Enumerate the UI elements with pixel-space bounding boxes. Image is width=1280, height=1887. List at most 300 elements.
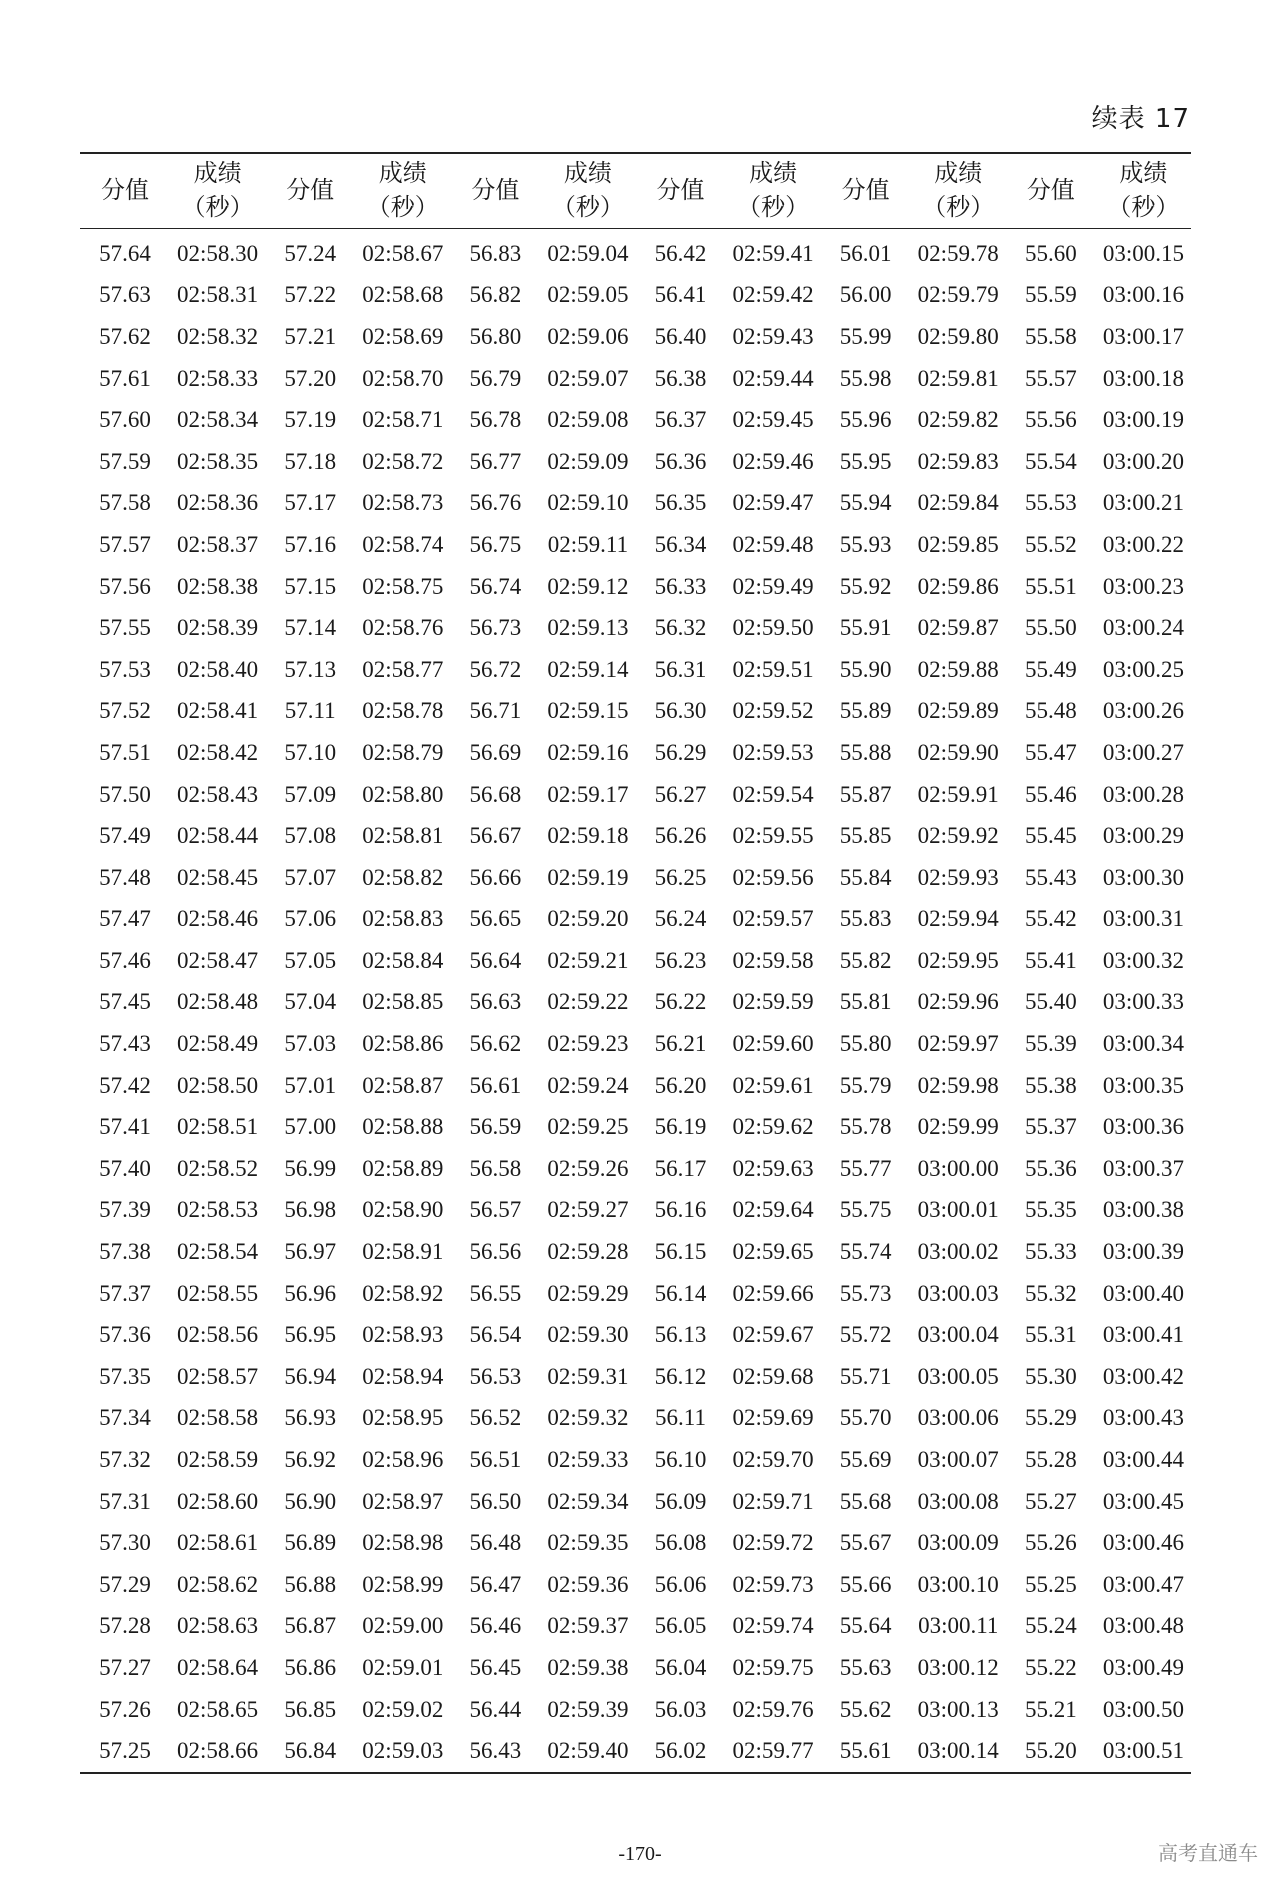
score-cell: 56.12 [654, 1363, 707, 1389]
table-row [80, 316, 1191, 358]
score-cell: 55.36 [1024, 1155, 1077, 1181]
score-cell: 57.39 [99, 1197, 151, 1223]
score-cell: 55.35 [1024, 1197, 1077, 1223]
score-cell: 57.36 [99, 1322, 151, 1348]
score-cell: 57.04 [284, 989, 337, 1015]
score-cell: 55.52 [1024, 531, 1077, 557]
time-cell: 02:59.78 [917, 240, 999, 266]
time-cell: 02:58.57 [177, 1363, 259, 1389]
time-cell: 02:59.74 [732, 1613, 814, 1639]
score-cell: 57.57 [99, 531, 151, 557]
time-cell: 03:00.35 [1102, 1072, 1184, 1098]
score-cell: 55.22 [1024, 1654, 1077, 1680]
time-cell: 02:59.46 [732, 448, 814, 474]
score-cell: 56.75 [469, 531, 522, 557]
time-cell: 02:59.76 [732, 1696, 814, 1722]
time-cell: 03:00.08 [917, 1488, 999, 1514]
time-cell: 03:00.22 [1102, 531, 1184, 557]
score-cell: 56.23 [654, 947, 707, 973]
table-row [80, 229, 1191, 275]
score-cell: 57.31 [99, 1488, 151, 1514]
time-cell: 02:59.55 [732, 823, 814, 849]
time-cell: 02:58.46 [177, 906, 259, 932]
time-cell: 02:58.47 [177, 947, 259, 973]
time-cell: 03:00.23 [1102, 573, 1184, 599]
time-cell: 02:58.96 [362, 1447, 444, 1473]
time-cell: 02:59.24 [547, 1072, 629, 1098]
score-cell: 56.57 [469, 1197, 522, 1223]
time-cell: 02:59.42 [732, 282, 814, 308]
time-cell: 02:59.16 [547, 739, 629, 765]
time-cell: 02:59.58 [732, 947, 814, 973]
time-cell: 02:59.21 [547, 947, 629, 973]
score-cell: 56.24 [654, 906, 707, 932]
score-cell: 57.46 [99, 947, 151, 973]
header-time-label: 成绩 [193, 159, 242, 187]
score-cell: 56.52 [469, 1405, 522, 1431]
time-cell: 03:00.41 [1102, 1322, 1184, 1348]
time-cell: 02:59.84 [917, 490, 999, 516]
table-row [80, 1689, 1191, 1731]
score-cell: 56.99 [284, 1155, 337, 1181]
score-cell: 56.20 [654, 1072, 707, 1098]
score-cell: 57.18 [284, 448, 337, 474]
time-cell: 02:59.57 [732, 906, 814, 932]
table-row [80, 399, 1191, 441]
time-cell: 03:00.17 [1102, 323, 1184, 349]
time-cell: 02:58.71 [362, 407, 444, 433]
score-cell: 57.42 [99, 1072, 151, 1098]
time-cell: 02:58.35 [177, 448, 259, 474]
time-cell: 02:59.47 [732, 490, 814, 516]
time-cell: 02:59.31 [547, 1363, 629, 1389]
time-cell: 03:00.25 [1102, 656, 1184, 682]
score-cell: 55.67 [839, 1530, 892, 1556]
time-cell: 02:59.18 [547, 823, 629, 849]
time-cell: 03:00.24 [1102, 615, 1184, 641]
time-cell: 02:58.93 [362, 1322, 444, 1348]
time-cell: 02:58.70 [362, 365, 444, 391]
score-cell: 56.79 [469, 365, 522, 391]
score-cell: 57.47 [99, 906, 151, 932]
score-cell: 56.33 [654, 573, 707, 599]
score-cell: 55.61 [839, 1738, 892, 1764]
score-cell: 55.81 [839, 989, 892, 1015]
header-time-unit: （秒） [181, 193, 254, 221]
table-row [80, 441, 1191, 483]
time-cell: 02:59.90 [917, 739, 999, 765]
time-cell: 02:58.65 [177, 1696, 259, 1722]
table-row [80, 1314, 1191, 1356]
time-cell: 02:58.66 [177, 1738, 259, 1764]
score-cell: 55.24 [1024, 1613, 1077, 1639]
score-cell: 56.06 [654, 1571, 707, 1597]
time-cell: 02:58.30 [177, 240, 259, 266]
score-cell: 57.09 [284, 781, 337, 807]
score-cell: 56.04 [654, 1654, 707, 1680]
score-cell: 56.95 [284, 1322, 337, 1348]
time-cell: 02:59.11 [547, 531, 629, 557]
score-cell: 55.90 [839, 656, 892, 682]
time-cell: 03:00.28 [1102, 781, 1184, 807]
time-cell: 02:59.77 [732, 1738, 814, 1764]
time-cell: 02:58.58 [177, 1405, 259, 1431]
time-cell: 02:59.17 [547, 781, 629, 807]
score-cell: 55.93 [839, 531, 892, 557]
time-cell: 02:58.50 [177, 1072, 259, 1098]
score-cell: 56.82 [469, 282, 522, 308]
time-cell: 02:58.86 [362, 1031, 444, 1057]
score-cell: 57.50 [99, 781, 151, 807]
score-cell: 56.17 [654, 1155, 707, 1181]
header-time-unit: （秒） [366, 193, 439, 221]
time-cell: 02:59.67 [732, 1322, 814, 1348]
score-cell: 55.77 [839, 1155, 892, 1181]
time-cell: 02:59.88 [917, 656, 999, 682]
time-cell: 02:59.39 [547, 1696, 629, 1722]
table-row [80, 1190, 1191, 1232]
time-cell: 02:58.36 [177, 490, 259, 516]
score-cell: 56.94 [284, 1363, 337, 1389]
score-cell: 55.66 [839, 1571, 892, 1597]
table-row [80, 1647, 1191, 1689]
time-cell: 03:00.39 [1102, 1239, 1184, 1265]
score-cell: 56.78 [469, 407, 522, 433]
score-cell: 56.64 [469, 947, 522, 973]
table-row [80, 1481, 1191, 1523]
score-cell: 56.00 [839, 282, 892, 308]
score-cell: 57.08 [284, 823, 337, 849]
time-cell: 02:59.50 [732, 615, 814, 641]
time-cell: 02:59.43 [732, 323, 814, 349]
score-cell: 56.67 [469, 823, 522, 849]
score-cell: 56.48 [469, 1530, 522, 1556]
score-cell: 57.32 [99, 1447, 151, 1473]
score-cell: 56.76 [469, 490, 522, 516]
score-cell: 56.30 [654, 698, 707, 724]
score-cell: 57.48 [99, 864, 151, 890]
time-cell: 02:58.98 [362, 1530, 444, 1556]
score-cell: 57.38 [99, 1239, 151, 1265]
time-cell: 02:59.89 [917, 698, 999, 724]
time-cell: 02:58.34 [177, 407, 259, 433]
score-cell: 55.88 [839, 739, 892, 765]
time-cell: 02:59.91 [917, 781, 999, 807]
score-cell: 56.45 [469, 1654, 522, 1680]
table-row [80, 899, 1191, 941]
time-cell: 03:00.48 [1102, 1613, 1184, 1639]
score-cell: 56.98 [284, 1197, 337, 1223]
time-cell: 02:59.80 [917, 323, 999, 349]
score-cell: 56.38 [654, 365, 707, 391]
table-row [80, 1023, 1191, 1065]
header-time [540, 153, 635, 229]
time-cell: 02:59.08 [547, 407, 629, 433]
score-cell: 56.25 [654, 864, 707, 890]
score-cell: 55.31 [1024, 1322, 1077, 1348]
score-cell: 57.01 [284, 1072, 337, 1098]
time-cell: 02:59.98 [917, 1072, 999, 1098]
score-cell: 56.42 [654, 240, 707, 266]
time-cell: 02:58.78 [362, 698, 444, 724]
score-cell: 56.51 [469, 1447, 522, 1473]
score-cell: 57.19 [284, 407, 337, 433]
score-cell: 57.55 [99, 615, 151, 641]
time-cell: 02:59.06 [547, 323, 629, 349]
time-cell: 03:00.51 [1102, 1738, 1184, 1764]
table-header [80, 153, 1191, 229]
score-cell: 56.56 [469, 1239, 522, 1265]
score-cell: 55.92 [839, 573, 892, 599]
score-cell: 55.99 [839, 323, 892, 349]
header-score: 分值 [1006, 153, 1096, 229]
score-cell: 55.30 [1024, 1363, 1077, 1389]
time-cell: 02:58.56 [177, 1322, 259, 1348]
score-cell: 56.74 [469, 573, 522, 599]
time-cell: 02:59.65 [732, 1239, 814, 1265]
time-cell: 02:58.92 [362, 1280, 444, 1306]
time-cell: 03:00.18 [1102, 365, 1184, 391]
score-cell: 55.62 [839, 1696, 892, 1722]
score-cell: 57.10 [284, 739, 337, 765]
score-cell: 56.58 [469, 1155, 522, 1181]
score-cell: 56.08 [654, 1530, 707, 1556]
score-cell: 55.41 [1024, 947, 1077, 973]
score-cell: 55.54 [1024, 448, 1077, 474]
score-cell: 57.05 [284, 947, 337, 973]
time-cell: 02:59.61 [732, 1072, 814, 1098]
time-cell: 02:59.12 [547, 573, 629, 599]
time-cell: 02:59.52 [732, 698, 814, 724]
time-cell: 02:59.95 [917, 947, 999, 973]
time-cell: 03:00.10 [917, 1571, 999, 1597]
time-cell: 02:59.48 [732, 531, 814, 557]
time-cell: 02:59.40 [547, 1738, 629, 1764]
time-cell: 02:59.00 [362, 1613, 444, 1639]
time-cell: 02:59.05 [547, 282, 629, 308]
score-cell: 55.58 [1024, 323, 1077, 349]
score-cell: 56.88 [284, 1571, 337, 1597]
score-cell: 57.30 [99, 1530, 151, 1556]
time-cell: 02:58.51 [177, 1114, 259, 1140]
time-cell: 02:59.07 [547, 365, 629, 391]
header-time [170, 153, 265, 229]
time-cell: 02:58.72 [362, 448, 444, 474]
time-cell: 02:58.90 [362, 1197, 444, 1223]
time-cell: 02:59.83 [917, 448, 999, 474]
time-cell: 02:59.02 [362, 1696, 444, 1722]
score-cell: 56.73 [469, 615, 522, 641]
time-cell: 03:00.29 [1102, 823, 1184, 849]
score-cell: 55.69 [839, 1447, 892, 1473]
time-cell: 02:59.13 [547, 615, 629, 641]
time-cell: 02:58.54 [177, 1239, 259, 1265]
score-cell: 56.10 [654, 1447, 707, 1473]
score-cell: 56.84 [284, 1738, 337, 1764]
table-row [80, 1439, 1191, 1481]
table-row [80, 691, 1191, 733]
score-cell: 56.41 [654, 282, 707, 308]
time-cell: 02:58.52 [177, 1155, 259, 1181]
score-cell: 57.64 [99, 240, 151, 266]
score-cell: 57.28 [99, 1613, 151, 1639]
time-cell: 03:00.44 [1102, 1447, 1184, 1473]
score-cell: 55.79 [839, 1072, 892, 1098]
table-caption: 续表 17 [1091, 104, 1190, 134]
score-cell: 55.43 [1024, 864, 1077, 890]
score-cell: 57.61 [99, 365, 151, 391]
time-cell: 02:58.48 [177, 989, 259, 1015]
score-cell: 56.05 [654, 1613, 707, 1639]
score-cell: 55.85 [839, 823, 892, 849]
header-time [911, 153, 1006, 229]
time-cell: 03:00.11 [918, 1613, 999, 1639]
score-cell: 56.87 [284, 1613, 337, 1639]
score-cell: 56.36 [654, 448, 707, 474]
score-cell: 55.38 [1024, 1072, 1077, 1098]
score-cell: 56.40 [654, 323, 707, 349]
score-cell: 56.01 [839, 240, 892, 266]
score-cell: 55.37 [1024, 1114, 1077, 1140]
time-cell: 02:58.81 [362, 823, 444, 849]
time-cell: 02:58.97 [362, 1488, 444, 1514]
score-cell: 57.26 [99, 1696, 151, 1722]
time-cell: 02:59.64 [732, 1197, 814, 1223]
time-cell: 03:00.06 [917, 1405, 999, 1431]
score-cell: 57.15 [284, 573, 337, 599]
time-cell: 02:59.81 [917, 365, 999, 391]
score-cell: 57.06 [284, 906, 337, 932]
score-cell: 56.14 [654, 1280, 707, 1306]
score-cell: 55.95 [839, 448, 892, 474]
time-cell: 03:00.12 [917, 1654, 999, 1680]
score-cell: 57.20 [284, 365, 337, 391]
score-cell: 57.37 [99, 1280, 151, 1306]
table-row [80, 940, 1191, 982]
time-cell: 02:59.09 [547, 448, 629, 474]
score-cell: 56.22 [654, 989, 707, 1015]
score-cell: 55.27 [1024, 1488, 1077, 1514]
time-cell: 02:59.19 [547, 864, 629, 890]
score-cell: 56.15 [654, 1239, 707, 1265]
score-cell: 55.73 [839, 1280, 892, 1306]
time-cell: 03:00.01 [917, 1197, 999, 1223]
time-cell: 03:00.40 [1102, 1280, 1184, 1306]
table-row [80, 1606, 1191, 1648]
time-cell: 02:59.44 [732, 365, 814, 391]
time-cell: 03:00.45 [1102, 1488, 1184, 1514]
time-cell: 02:58.61 [177, 1530, 259, 1556]
table-row [80, 1398, 1191, 1440]
time-cell: 02:59.54 [732, 781, 814, 807]
time-cell: 02:59.60 [732, 1031, 814, 1057]
time-cell: 02:58.67 [362, 240, 444, 266]
time-cell: 02:58.68 [362, 282, 444, 308]
score-cell: 55.75 [839, 1197, 892, 1223]
header-row [80, 153, 1191, 229]
time-cell: 02:58.85 [362, 989, 444, 1015]
time-cell: 02:59.69 [732, 1405, 814, 1431]
time-cell: 02:59.68 [732, 1363, 814, 1389]
score-cell: 56.50 [469, 1488, 522, 1514]
score-cell: 57.24 [284, 240, 337, 266]
score-cell: 56.66 [469, 864, 522, 890]
score-cell: 57.45 [99, 989, 151, 1015]
table-row [80, 1065, 1191, 1107]
time-cell: 02:58.95 [362, 1405, 444, 1431]
score-cell: 57.21 [284, 323, 337, 349]
header-score: 分值 [80, 153, 170, 229]
score-cell: 56.16 [654, 1197, 707, 1223]
score-cell: 56.32 [654, 615, 707, 641]
score-cell: 56.34 [654, 531, 707, 557]
score-cell: 57.56 [99, 573, 151, 599]
table-row [80, 483, 1191, 525]
score-cell: 55.87 [839, 781, 892, 807]
score-cell: 55.39 [1024, 1031, 1077, 1057]
time-cell: 02:59.94 [917, 906, 999, 932]
time-cell: 02:59.62 [732, 1114, 814, 1140]
time-cell: 02:59.23 [547, 1031, 629, 1057]
time-cell: 02:59.87 [917, 615, 999, 641]
score-cell: 56.35 [654, 490, 707, 516]
score-cell: 55.49 [1024, 656, 1077, 682]
score-cell: 56.09 [654, 1488, 707, 1514]
time-cell: 02:59.99 [917, 1114, 999, 1140]
time-cell: 03:00.00 [917, 1155, 999, 1181]
score-cell: 56.47 [469, 1571, 522, 1597]
score-cell: 56.65 [469, 906, 522, 932]
score-cell: 56.37 [654, 407, 707, 433]
time-cell: 02:59.35 [547, 1530, 629, 1556]
time-cell: 03:00.16 [1102, 282, 1184, 308]
time-cell: 02:58.76 [362, 615, 444, 641]
score-cell: 56.80 [469, 323, 522, 349]
score-cell: 55.21 [1024, 1696, 1077, 1722]
score-cell: 57.43 [99, 1031, 151, 1057]
header-time-unit: （秒） [1107, 193, 1180, 221]
time-cell: 02:58.43 [177, 781, 259, 807]
score-cell: 56.86 [284, 1654, 337, 1680]
time-cell: 03:00.33 [1102, 989, 1184, 1015]
time-cell: 02:59.03 [362, 1738, 444, 1764]
time-cell: 02:58.79 [362, 739, 444, 765]
time-cell: 02:58.45 [177, 864, 259, 890]
score-cell: 56.93 [284, 1405, 337, 1431]
score-cell: 56.71 [469, 698, 522, 724]
time-cell: 02:59.66 [732, 1280, 814, 1306]
score-cell: 56.90 [284, 1488, 337, 1514]
time-cell: 03:00.27 [1102, 739, 1184, 765]
time-cell: 02:58.55 [177, 1280, 259, 1306]
score-cell: 56.02 [654, 1738, 707, 1764]
score-cell: 56.44 [469, 1696, 522, 1722]
table-row [80, 815, 1191, 857]
table-row [80, 857, 1191, 899]
score-cell: 55.46 [1024, 781, 1077, 807]
score-cell: 57.49 [99, 823, 151, 849]
score-cell: 56.61 [469, 1072, 522, 1098]
time-cell: 03:00.43 [1102, 1405, 1184, 1431]
score-cell: 56.62 [469, 1031, 522, 1057]
time-cell: 02:58.64 [177, 1654, 259, 1680]
score-cell: 55.63 [839, 1654, 892, 1680]
time-cell: 02:58.73 [362, 490, 444, 516]
score-cell: 55.32 [1024, 1280, 1077, 1306]
table-body [80, 229, 1191, 1773]
score-cell: 55.82 [839, 947, 892, 973]
time-cell: 02:59.70 [732, 1447, 814, 1473]
